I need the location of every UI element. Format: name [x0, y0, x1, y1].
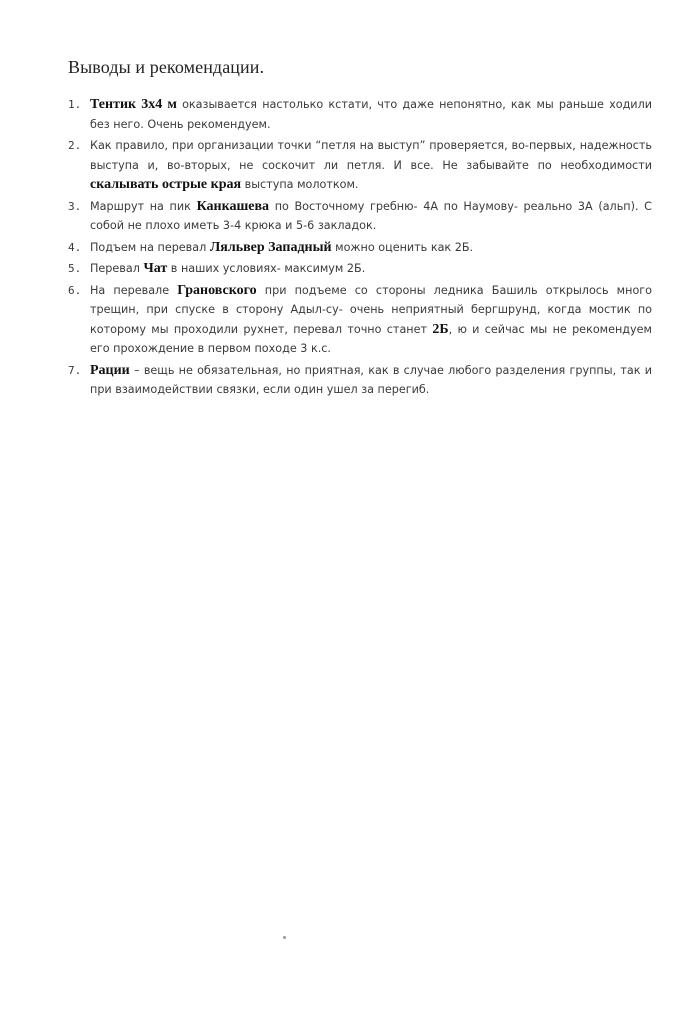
- list-item: [68, 361, 652, 400]
- highlighted-term: Ляльвер Западный: [209, 239, 332, 255]
- highlighted-term: 2Б: [432, 321, 449, 337]
- item-text: Маршрут на пик: [90, 199, 197, 213]
- highlighted-term: Грановского: [177, 282, 257, 298]
- document-title: Выводы и рекомендации.: [68, 57, 265, 77]
- item-text: Перевал: [90, 262, 144, 275]
- highlighted-term: скалывать острые края: [90, 177, 242, 192]
- item-text: На перевале: [90, 283, 178, 297]
- item-text: , ю и сейчас мы не рекомендуем его прохождение в первом походе 3 к.с.: [90, 322, 652, 355]
- item-number: 4.: [68, 240, 82, 254]
- item-text: Подъем на перевал: [90, 240, 210, 254]
- item-text: – вещь не обязательная, но приятная, как в случае любого разделения группы, так и при взаимодействии связки, если один ушел за перегиб.: [90, 363, 652, 396]
- item-number: 7.: [68, 363, 82, 377]
- highlighted-term: Канкашева: [196, 198, 270, 214]
- scan-speck: [283, 936, 286, 939]
- highlighted-term: Тентик 3х4 м: [90, 97, 177, 112]
- item-number: 2.: [68, 139, 82, 152]
- item-number: 3.: [68, 199, 82, 213]
- item-text: можно оценить как 2Б.: [331, 240, 474, 254]
- list-item: [68, 136, 652, 195]
- item-text: выступа молотком.: [241, 178, 359, 191]
- item-text: при подъеме со стороны ледника Башиль открылось много трещин, при спуске в сторону Адыл-су- очень неприятный бергшрунд, когда мостик по которому мы проходили рухнет, перевал точно станет: [90, 283, 653, 336]
- highlighted-term: Рации: [90, 362, 130, 378]
- highlighted-term: Чат: [143, 261, 168, 276]
- item-number: 6.: [68, 283, 82, 297]
- item-text: оказывается настолько кстати, что даже непонятно, как мы раньше ходили без него. Очень рекомендуем.: [90, 98, 652, 131]
- item-text: Как правило, при организации точки “петля на выступ” проверяется, во-первых, надежность выступа и, во-вторых, не соскочит ли петля. И все. Не забывайте по необходимости: [90, 139, 652, 172]
- list-item: [68, 238, 652, 258]
- list-item: [68, 281, 652, 359]
- item-text: по Восточному гребню- 4А по Наумову- реально 3А (альп). С собой не плохо иметь 3-4 крюка и 5-6 закладок.: [90, 199, 652, 232]
- recommendations-list: [68, 95, 652, 402]
- list-item: [68, 259, 652, 279]
- list-item: [68, 95, 652, 134]
- item-text: в наших условиях- максимум 2Б.: [167, 262, 366, 275]
- item-number: 1.: [68, 98, 82, 111]
- list-item: [68, 197, 652, 236]
- item-number: 5.: [68, 262, 82, 275]
